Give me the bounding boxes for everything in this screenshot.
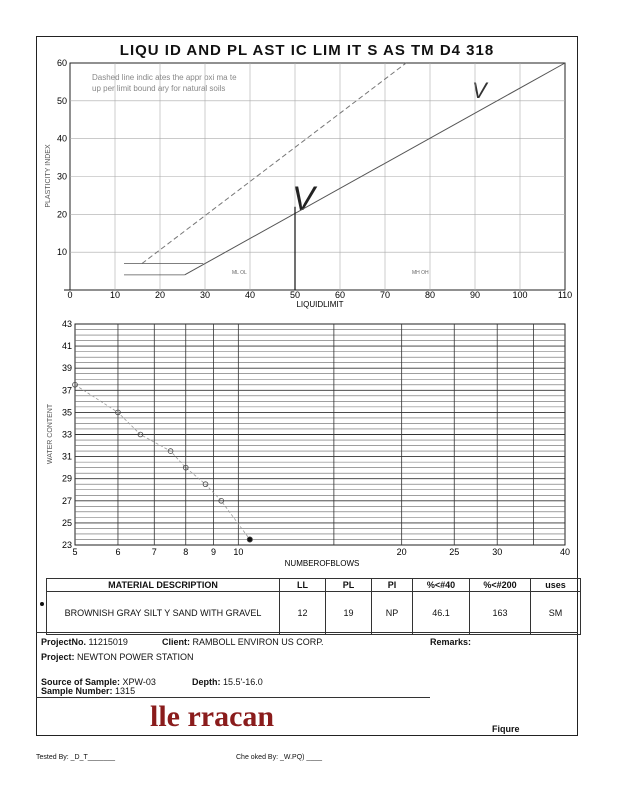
cell-ll: 12 — [280, 592, 326, 635]
checked-by-value: _W.PQ) ____ — [279, 754, 323, 761]
flow-y-tick-label: 37 — [61, 385, 72, 396]
x-tick-label: 30 — [199, 290, 211, 300]
chart-note-line-2: up per limit bound ary for natural soils — [92, 84, 226, 93]
page-title: LIQU ID AND PL AST IC LIM IT S AS TM D4 318 — [119, 42, 495, 59]
flow-y-tick-label: 33 — [61, 429, 72, 440]
x-tick-label: 100 — [512, 290, 528, 300]
x-tick-label: 10 — [109, 290, 121, 300]
zone-label-mh-oh: MH OH — [412, 270, 429, 276]
flow-y-tick-label: 31 — [61, 451, 72, 462]
cell-pl: 19 — [326, 592, 372, 635]
flow-y-tick-label: 27 — [61, 495, 72, 506]
cell-pi: NP — [372, 592, 413, 635]
y-tick-label: 10 — [56, 247, 67, 258]
y-tick-label: 60 — [56, 58, 67, 68]
flow-x-tick-label: 8 — [183, 547, 189, 557]
y-tick-label: 40 — [56, 133, 67, 144]
flow-y-tick-label: 29 — [61, 473, 72, 484]
table-row — [47, 592, 581, 635]
depth-row — [192, 677, 263, 687]
zone-label-ml-ol: ML OL — [232, 270, 247, 276]
x-tick-label: 70 — [379, 290, 391, 300]
flow-x-axis-label: NUMBEROFBLOWS — [284, 559, 360, 568]
x-tick-label: 90 — [469, 290, 481, 300]
source-label: Source of Sample: — [41, 677, 121, 687]
project-row — [41, 652, 194, 662]
client-row — [162, 637, 324, 647]
checked-by-label: Che oked By: — [236, 754, 279, 761]
x-tick-label: 20 — [154, 290, 166, 300]
flow-y-tick-label: 39 — [61, 363, 72, 374]
flow-x-tick-label: 10 — [233, 547, 244, 557]
chart-note-line-1: Dashed line indic ates the appr oxi ma te — [92, 73, 237, 82]
u-line-mark: V — [472, 78, 487, 103]
divider-line — [36, 632, 578, 633]
remarks-row — [430, 637, 471, 647]
depth-value: 15.5'-16.0 — [223, 677, 263, 687]
col-ll: LL — [280, 579, 326, 592]
project-number: 11215019 — [88, 637, 128, 647]
sample-label: Sample Number: — [41, 686, 113, 696]
x-tick-label: 40 — [244, 290, 256, 300]
col-pi: PI — [372, 579, 413, 592]
project-name: NEWTON POWER STATION — [77, 652, 194, 662]
source-value: XPW-03 — [122, 677, 156, 687]
cell-pct-200: 163 — [470, 592, 531, 635]
remarks-label: Remarks: — [430, 637, 472, 647]
checked-by — [236, 754, 322, 761]
flow-x-tick-label: 6 — [115, 547, 121, 557]
a-line — [185, 63, 565, 275]
zone-mark-v: V — [292, 180, 315, 218]
flow-x-tick-label: 5 — [72, 547, 78, 557]
x-tick-label: 0 — [67, 290, 73, 300]
flow-x-tick-label: 40 — [559, 547, 571, 557]
project-number-row — [41, 637, 128, 647]
col-material-description: MATERIAL DESCRIPTION — [47, 579, 280, 592]
u-line — [142, 63, 406, 264]
row-marker-dot — [40, 602, 44, 606]
figure-label: Fiqure — [492, 724, 520, 734]
cell-material-description: BROWNISH GRAY SILT Y SAND WITH GRAVEL — [47, 592, 280, 635]
col-pct-40: %<#40 — [413, 579, 470, 592]
flow-y-axis-label: WATER CONTENT — [47, 403, 54, 465]
depth-label: Depth: — [192, 677, 221, 687]
flow-x-tick-label: 20 — [396, 547, 407, 557]
plasticity-chart — [0, 0, 618, 320]
col-pl: PL — [326, 579, 372, 592]
x-axis-label: LIQUIDLIMIT — [296, 300, 344, 309]
flow-curve-chart — [0, 318, 618, 573]
tested-by-label: Tested By: — [36, 754, 69, 761]
sample-value: 1315 — [115, 686, 136, 696]
results-table — [46, 578, 581, 635]
flow-x-tick-label: 30 — [492, 547, 503, 557]
col-uses: uses — [531, 579, 581, 592]
y-tick-label: 30 — [56, 171, 67, 182]
tested-by — [36, 754, 115, 761]
cell-uses: SM — [531, 592, 581, 635]
client-name: RAMBOLL ENVIRON US CORP. — [192, 637, 324, 647]
sample-row — [41, 686, 135, 696]
tested-by-value: _D_T_______ — [70, 754, 116, 761]
flow-y-tick-label: 41 — [61, 341, 72, 352]
x-tick-label: 50 — [289, 290, 301, 300]
flow-x-tick-label: 7 — [151, 547, 157, 557]
client-label: Client: — [162, 637, 190, 647]
col-pct-200: %<#200 — [470, 579, 531, 592]
flow-x-tick-label: 9 — [210, 547, 217, 557]
project-number-label: ProjectNo. — [41, 637, 87, 647]
x-tick-label: 60 — [334, 290, 346, 300]
project-label: Project: — [41, 652, 75, 662]
flow-y-tick-label: 23 — [61, 540, 72, 550]
flow-data-point — [247, 537, 252, 542]
divider-line-short — [36, 697, 430, 698]
flow-x-tick-label: 25 — [449, 547, 460, 557]
y-tick-label: 50 — [56, 95, 67, 106]
flow-y-tick-label: 25 — [61, 517, 72, 528]
flow-y-tick-label: 35 — [61, 407, 72, 418]
table-header-row — [47, 579, 581, 592]
x-tick-label: 110 — [557, 290, 573, 300]
x-tick-label: 80 — [424, 290, 436, 300]
company-logo: lle rracan — [150, 700, 275, 733]
y-tick-label: 20 — [56, 209, 67, 220]
flow-y-tick-label: 43 — [61, 319, 72, 329]
cell-pct-40: 46.1 — [413, 592, 470, 635]
y-axis-label: PLASTICITY INDEX — [45, 144, 52, 208]
